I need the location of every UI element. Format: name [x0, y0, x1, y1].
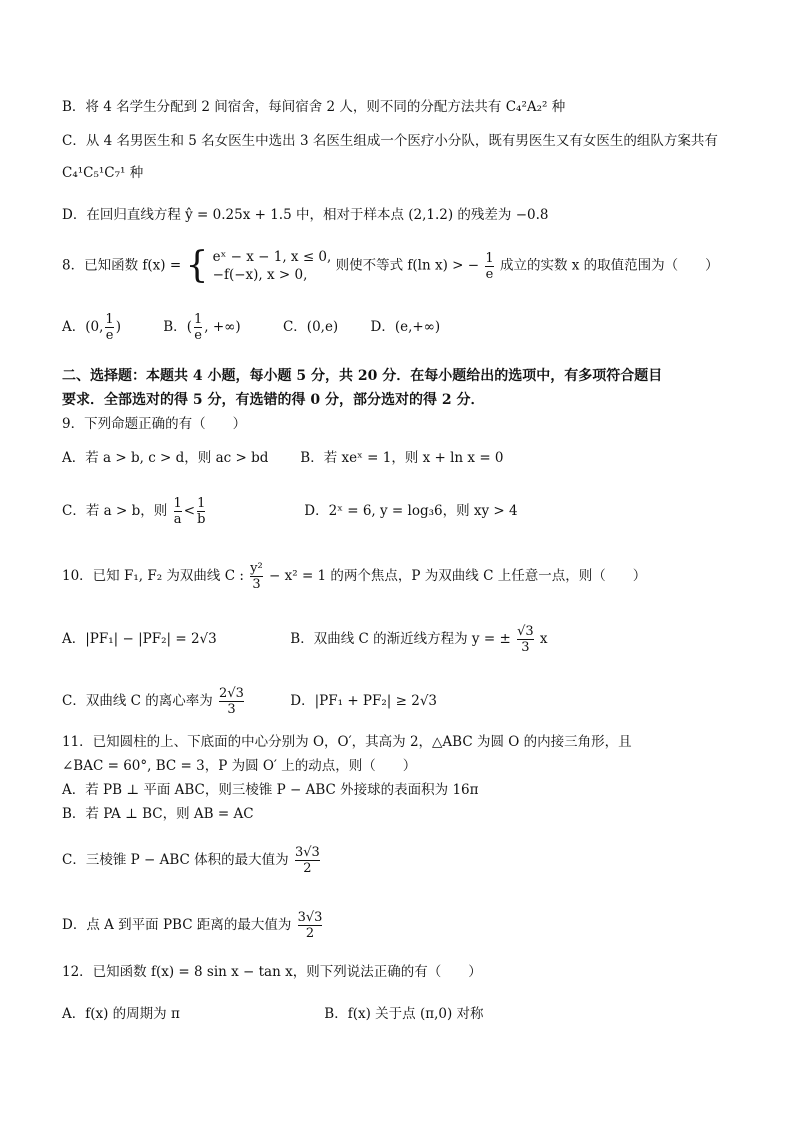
q9-option-a: A．若 a > b, c > d，则 ac > bd	[62, 450, 269, 466]
q11-stem-line1: 11．已知圆柱的上、下底面的中心分别为 O，O′，其高为 2，△ABC 为圆 O 的内接三角形，且	[62, 734, 632, 750]
q8-fraction	[485, 251, 493, 282]
q8-suffix: 成立的实数 x 的取值范围为（ ）	[499, 257, 719, 274]
q12-options-ab	[62, 1004, 484, 1024]
q10-options-ab	[62, 624, 548, 655]
q12-stem: 12．已知函数 f(x) = 8 sin x − tan x，则下列说法正确的有（ ）	[62, 964, 482, 980]
q8-frac-num: 1	[485, 250, 494, 266]
q10-stem: 10．已知 F₁, F₂ 为双曲线 C : $\frac{\text{y²}}{3}$ − x² = 1 的两个焦点，P 为双曲线 C 上任意一点，则（ ）	[62, 561, 647, 592]
q9-options-ab	[62, 448, 504, 468]
q7-option-c-line1: C．从 4 名男医生和 5 名女医生中选出 3 名医生组成一个医疗小分队，既有男医生又有女医生的组队方案共有	[62, 133, 718, 149]
q10-c-frac: $\frac{2√3}{3}$	[219, 686, 244, 717]
q11-stem-line2: ∠BAC = 60°, BC = 3，P 为圆 O′ 上的动点，则（ ）	[62, 758, 417, 774]
q8-option-c: C．(0,e)	[282, 319, 339, 335]
section2-heading-line2: 要求．全部选对的得 5 分，有选错的得 0 分，部分选对的得 2 分．	[62, 392, 485, 408]
q8-b-fraction: $\frac{1}{e}$	[193, 312, 203, 343]
q10-b-frac: $\frac{√3}{3}$	[517, 624, 534, 655]
q11-c-frac: $\frac{3√3}{2}$	[294, 845, 320, 876]
section2-heading-line1: 二、选择题：本题共 4 小题，每小题 5 分，共 20 分．在每小题给出的选项中，有多项符合题目	[62, 368, 663, 384]
q9-option-b: B．若 xeˣ = 1，则 x + ln x = 0	[300, 450, 504, 466]
q9-option-c: C．若 a > b，则 $\frac{1}{a}$ < $\frac{1}{b}$	[62, 496, 206, 527]
q11-option-c: C．三棱锥 P − ABC 体积的最大值为 $\frac{3√3}{2}$	[62, 845, 320, 876]
q8-option-d: D．(e,+∞)	[370, 319, 441, 335]
q12-option-b: B．f(x) 关于点 (π,0) 对称	[324, 1006, 484, 1022]
q9-c-frac-b: $\frac{1}{b}$	[197, 496, 206, 527]
q7-option-c-line2: C₄¹C₅¹C₇¹ 种	[62, 165, 144, 181]
q11-option-a: A．若 PB ⊥ 平面 ABC，则三棱锥 P − ABC 外接球的表面积为 16π	[62, 782, 479, 798]
q10-option-a: A．|PF₁| − |PF₂| = 2√3	[62, 631, 217, 647]
q9-options-cd	[62, 496, 518, 527]
q8-frac-den: e	[485, 266, 494, 282]
q8-mid: 则使不等式 f(ln x) > −	[335, 257, 480, 274]
q8-stem	[62, 245, 719, 286]
q8-case1: eˣ − x − 1, x ≤ 0,	[212, 249, 332, 265]
q8-prefix: 8．已知函数 f(x) =	[62, 257, 182, 274]
q7-option-b: B．将 4 名学生分配到 2 间宿舍，每间宿舍 2 人，则不同的分配方法共有 C₄²A₂² 种	[62, 99, 566, 115]
q9-c-frac-a: $\frac{1}{a}$	[173, 496, 182, 527]
q10-frac: $\frac{\text{y²}}{3}$	[250, 561, 263, 592]
q8-brace: {	[185, 245, 209, 286]
q8-option-a: A．(0, $\frac{1}{e}$ )	[62, 312, 121, 343]
q10-option-c: C．双曲线 C 的离心率为 $\frac{2√3}{3}$	[62, 686, 244, 717]
q11-option-b: B．若 PA ⊥ BC，则 AB = AC	[62, 806, 254, 822]
q8-case2: −f(−x), x > 0,	[212, 267, 308, 283]
q8-cases	[213, 248, 332, 284]
q10-options-cd	[62, 686, 437, 717]
q8-a-fraction: $\frac{1}{e}$	[105, 312, 114, 343]
q10-option-b: B．双曲线 C 的渐近线方程为 y = ± $\frac{√3}{3}$ x	[290, 624, 548, 655]
q8-option-b: B．( $\frac{1}{e}$ , +∞)	[163, 312, 241, 343]
q7-option-d: D．在回归直线方程 ŷ = 0.25x + 1.5 中，相对于样本点 (2,1.2) 的残差为 −0.8	[62, 207, 549, 223]
q8-options	[62, 312, 440, 343]
q9-stem: 9．下列命题正确的有（ ）	[62, 416, 247, 432]
q11-d-frac: $\frac{3√3}{2}$	[297, 910, 323, 941]
q12-option-a: A．f(x) 的周期为 π	[62, 1006, 180, 1022]
q9-option-d: D．2ˣ = 6, y = log₃6，则 xy > 4	[304, 503, 518, 519]
q10-option-d: D．|PF₁ + PF₂| ≥ 2√3	[290, 693, 438, 709]
q11-option-d: D．点 A 到平面 PBC 距离的最大值为 $\frac{3√3}{2}$	[62, 910, 323, 941]
